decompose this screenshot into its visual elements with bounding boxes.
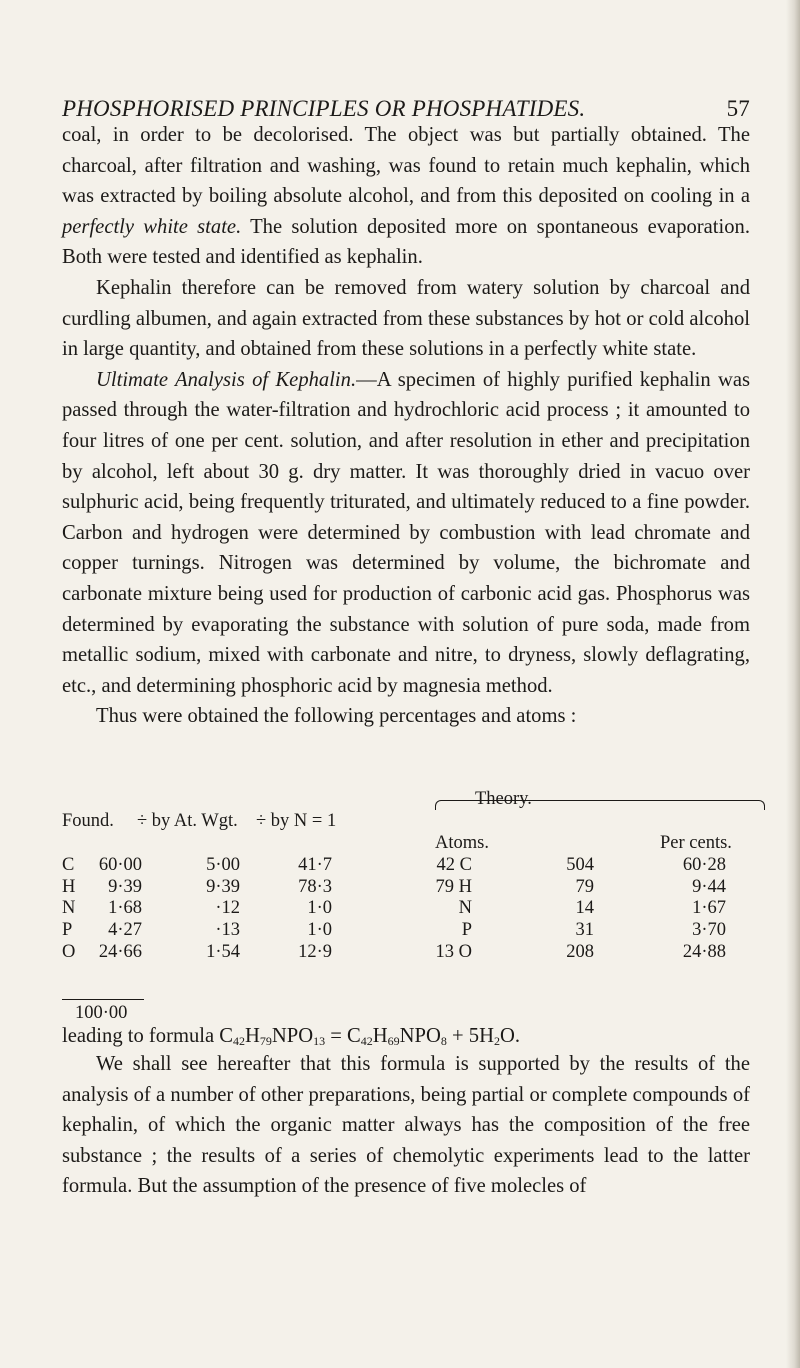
page-number: 57 [726, 96, 750, 121]
paragraph-2: Kephalin therefore can be removed from watery solution by charcoal and curdling albumen, and again extracted from these substances by hot or cold alcohol in large quantity, and obtained from these solutions in a perfectly white state. [62, 276, 750, 361]
table-cell-wt: 504 [566, 855, 594, 875]
col-header-per-cents: Per cents. [660, 833, 732, 853]
paragraph-5: We shall see hereafter that this formula is supported by the results of the analysis of a number of other preparations, being partial or complete compounds of kephalin, of which the organic matter always has the composition of the free substance ; the results of a series of chemolytic experiments lead to the latter formula. But the assumption of the presence of five molecles of [62, 1053, 750, 1198]
table-cell-found: 9·39 [108, 876, 142, 897]
table-cell-found: 60·00 [98, 855, 142, 875]
table-cell-pc: 3·70 [692, 920, 726, 941]
total-rule [62, 999, 144, 1000]
main-text [62, 120, 750, 732]
col-header-by-at-wgt: ÷ by At. Wgt. [137, 811, 238, 831]
table-cell-found: 24·66 [98, 941, 142, 962]
table-cell-n: 1·0 [307, 898, 332, 919]
closing-text [62, 1049, 750, 1202]
col-header-atoms: Atoms. [435, 833, 489, 853]
table-cell-found: 1·68 [108, 898, 142, 919]
table-cell-pc: 60·28 [682, 855, 726, 875]
page-edge-shadow [786, 0, 800, 1368]
table-cell-atoms: P [461, 920, 472, 941]
table-cell-el: H [62, 876, 76, 897]
table-cell-wt: 208 [566, 941, 594, 962]
table-cell-at: 1·54 [206, 941, 240, 962]
col-header-found: Found. [62, 811, 114, 831]
table-cell-at: ·13 [215, 920, 240, 941]
paragraph-3: Ultimate Analysis of Kephalin.—A specimen of highly purified kephalin was passed through the water-filtration and hydrochloric acid process ; it amounted to four litres of one per cent. solution, and after resolution in ether and precipitation by alcohol, left about 30 g. dry matter. It was thoroughly dried in vacuo over sulphuric acid, being frequently triturated, and ultimately reduced to a fine powder. Carbon and hydrogen were determined by combustion with lead chromate and copper turnings. Nitrogen was determined by volume, the bichromate and carbonate mixture being used for production of carbonic acid gas. Phosphorus was determined by evaporating the substance with solution of pure soda, made from metallic sodium, mixed with carbonate and nitre, to dryness, slowly deflagrating, etc., and determining phosphoric acid by magnesia method. [62, 368, 751, 697]
table-cell-atoms: N [458, 898, 472, 919]
paragraph-4: Thus were obtained the following percentages and atoms : [96, 705, 577, 728]
italic-perfectly-white: perfectly white [62, 215, 188, 238]
table-cell-at: 5·00 [206, 855, 240, 875]
running-header [62, 96, 750, 122]
table-cell-atoms: 13 O [435, 941, 472, 962]
table-cell-n: 78·3 [298, 876, 332, 897]
table-cell-atoms: 79 H [435, 876, 472, 897]
table-cell-atoms: 42 C [436, 855, 472, 875]
table-cell-pc: 24·88 [682, 941, 726, 962]
formula-line: leading to formula $C_{42}H_{79}NPO_{13} = C_{42}H_{69}NPO_8 + 5H_2O$. [62, 1025, 520, 1048]
total-value: 100·00 [75, 1003, 128, 1023]
formula-1: $C_{42}H_{79}NPO_{13}$ [219, 1025, 326, 1048]
table-cell-wt: 14 [575, 898, 594, 919]
table-cell-el: P [62, 920, 73, 941]
running-title: PHOSPHORISED PRINCIPLES OR PHOSPHATIDES. [62, 96, 586, 121]
formula-2: $C_{42}H_{69}NPO_8$ [347, 1025, 447, 1048]
col-header-by-n: ÷ by N = 1 [256, 811, 337, 831]
section-heading: Ultimate Analysis of Kephalin. [96, 368, 357, 391]
table-cell-n: 1·0 [307, 920, 332, 941]
table-cell-pc: 1·67 [692, 898, 726, 919]
table-cell-el: O [62, 941, 76, 962]
paragraph-1: coal, in order to be decolorised. The object was but partially obtained. The charcoal, after filtration and washing, was found to retain much kephalin, which was extracted by boiling absolute alcohol, and from this deposited on cooling in a perfectly white state. The solution deposited more on spontaneous evaporation. Both were tested and identified as kephalin. [62, 124, 750, 269]
italic-state: state. [197, 215, 242, 238]
table-cell-wt: 79 [575, 876, 594, 897]
table-cell-n: 12·9 [298, 941, 332, 962]
table-cell-at: ·12 [215, 898, 240, 919]
table-cell-pc: 9·44 [692, 876, 726, 897]
table-cell-at: 9·39 [206, 876, 240, 897]
table-cell-el: C [62, 855, 75, 875]
theory-brace [435, 800, 765, 810]
table-cell-el: N [62, 898, 76, 919]
table-cell-found: 4·27 [108, 920, 142, 941]
table-cell-n: 41·7 [298, 855, 332, 875]
theory-label: Theory. [475, 789, 532, 809]
table-cell-wt: 31 [575, 920, 594, 941]
